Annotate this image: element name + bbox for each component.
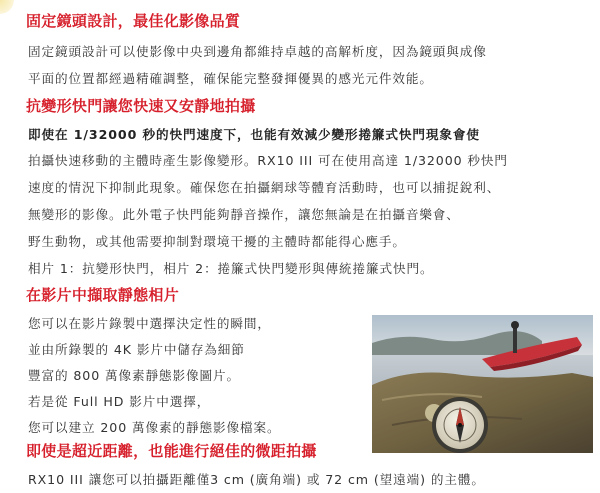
paragraph-line: RX10 III 讓您可以拍攝距離僅3 cm (廣角端) 或 72 cm (望遠端) 的主體。	[28, 472, 485, 487]
paragraph-line: 豐富的 800 萬像素靜態影像圖片。	[28, 368, 240, 383]
paragraph-line: 野生動物，或其他需要抑制對環境干擾的主體時都能得心應手。	[28, 234, 406, 249]
paragraph-line: 並由所錄製的 4K 影片中儲存為細節	[28, 342, 245, 357]
paragraph-lead-line	[28, 124, 480, 143]
lead-rest-text: 捲簾式快門現象會使	[358, 127, 480, 142]
paragraph-line: 固定鏡頭設計可以使影像中央到邊角都維持卓越的高解析度，因為鏡頭與成像	[28, 44, 487, 59]
photo-caption-line: 相片 1：抗變形快門，相片 2：捲簾式快門變形與傳統捲簾式快門。	[28, 261, 434, 276]
paragraph-line: 若是從 Full HD 影片中選擇，	[28, 394, 211, 409]
paragraph-line: 拍攝快速移動的主體時產生影像變形。RX10 III 可在使用高達 1/32000 秒快門	[28, 153, 508, 168]
section-heading-movie-stills: 在影片中擷取靜態相片	[26, 286, 180, 304]
paragraph-line: 平面的位置都經過精確調整，確保能完整發揮優異的感光元件效能。	[28, 71, 433, 86]
paragraph-line: 您可以在影片錄製中選擇決定性的瞬間，	[28, 316, 271, 331]
lead-bold-text: 即使在 1/32000 秒的快門速度下，也能有效減少變形	[28, 127, 359, 142]
paragraph-line: 速度的情況下抑制此現象。確保您在拍攝網球等體育活動時，也可以捕捉銳利、	[28, 180, 501, 195]
section-heading-fixed-lens: 固定鏡頭設計，最佳化影像品質	[26, 12, 241, 30]
section-heading-macro: 即使是超近距離，也能進行絕佳的微距拍攝	[26, 442, 317, 460]
paragraph-line: 無變形的影像。此外電子快門能夠靜音操作，讓您無論是在拍攝音樂會、	[28, 207, 460, 222]
compass-photo	[372, 315, 593, 453]
paragraph-line: 您可以建立 200 萬像素的靜態影像檔案。	[28, 420, 281, 435]
section-heading-anti-distortion: 抗變形快門讓您快速又安靜地拍攝	[26, 97, 256, 115]
corner-highlight	[0, 0, 14, 14]
